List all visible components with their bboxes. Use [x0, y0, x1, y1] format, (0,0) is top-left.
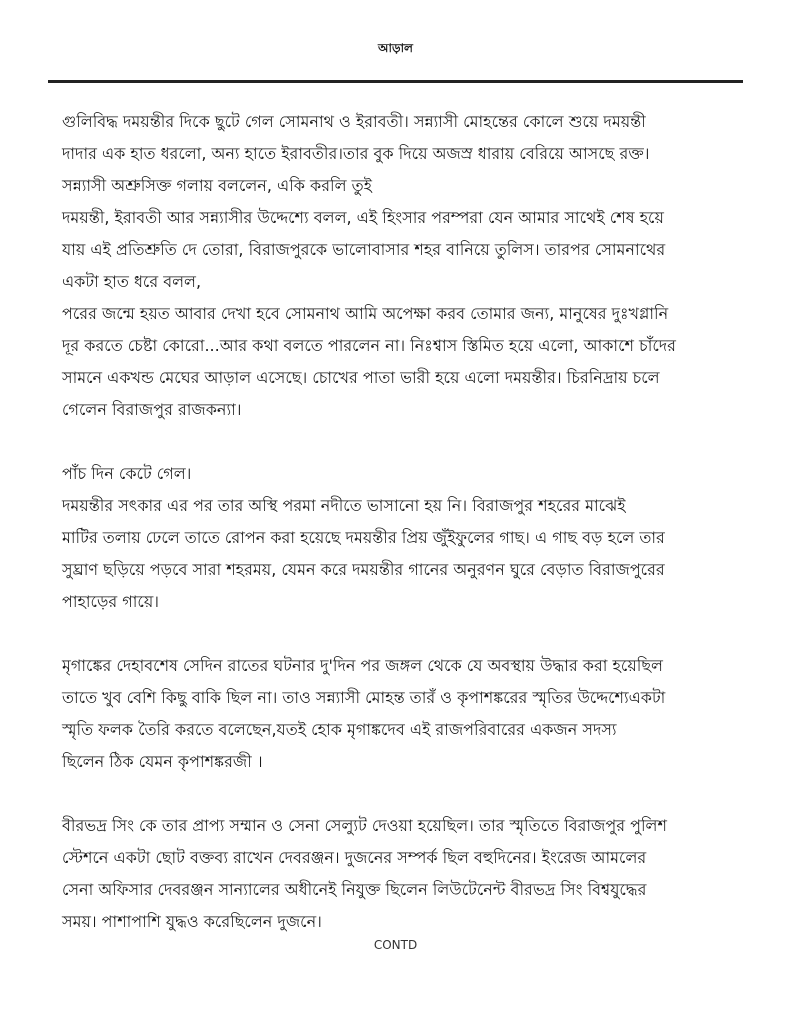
text-line: একটা হাত ধরে বলল,: [62, 272, 202, 291]
text-line: পরের জন্মে হয়ত আবার দেখা হবে সোমনাথ আমি অপেক্ষা করব তোমার জন্য, মানুষের দুঃখগ্লানি: [62, 304, 669, 323]
text-line: স্টেশনে একটা ছোট বক্তব্য রাখেন দেবরঞ্জন। দুজনের সম্পর্ক ছিল বহুদিনের। ইংরেজ আমলের: [62, 848, 647, 867]
text-line: সেনা অফিসার দেবরঞ্জন সান্যালের অধীনেই নিযুক্ত ছিলেন লিউটেনেন্ট বীরভদ্র সিং বিশ্বযুদ্ধের: [62, 880, 647, 899]
text-line: মাটির তলায় ঢেলে তাতে রোপন করা হয়েছে দময়ন্তীর প্রিয় জুঁইফুলের গাছ। এ গাছ বড় হলে তার: [62, 528, 665, 547]
text-line: সুঘ্রাণ ছড়িয়ে পড়বে সারা শহরময়, যেমন করে দময়ন্তীর গানের অনুরণন ঘুরে বেড়াত বিরাজপুরের: [62, 560, 665, 579]
text-line: মৃগাঙ্কের দেহাবশেষ সেদিন রাতের ঘটনার দু'দিন পর জঙ্গল থেকে যে অবস্থায় উদ্ধার করা হয়েছিল: [62, 656, 663, 675]
text-line: ছিলেন ঠিক যেমন কৃপাশঙ্করজী ।: [62, 752, 263, 771]
document-body: [62, 106, 762, 970]
text-line: তাতে খুব বেশি কিছু বাকি ছিল না। তাও সন্ন্যাসী মোহন্ত তারঁ ও কৃপাশঙ্করের স্মৃতির উদ্দেশ্যেএকটা: [62, 688, 666, 707]
text-line: পাঁচ দিন কেটে গেল।: [62, 464, 192, 483]
paragraph: [62, 810, 762, 938]
text-line: স্মৃতি ফলক তৈরি করতে বলেছেন,যতই হোক মৃগাঙ্কদেব এই রাজপরিবারের একজন সদস্য: [62, 720, 617, 739]
text-line: দাদার এক হাত ধরলো, অন্য হাতে ইরাবতীর।তার বুক দিয়ে অজস্র ধারায় বেরিয়ে আসছে রক্ত।: [62, 144, 650, 163]
text-line: সন্ন্যাসী অশ্রুসিক্ত গলায় বললেন, একি করলি তুই: [62, 176, 372, 195]
paragraph: [62, 650, 762, 778]
text-line: পাহাড়ের গায়ে।: [62, 592, 159, 611]
text-line: দময়ন্তীর সৎকার এর পর তার অস্থি পরমা নদীতে ভাসানো হয় নি। বিরাজপুর শহরের মাঝেই: [62, 496, 626, 515]
text-line: গেলেন বিরাজপুর রাজকন্যা।: [62, 400, 242, 419]
page-header-title: আড়াল: [378, 41, 413, 55]
text-line: সামনে একখন্ড মেঘের আড়াল এসেছে। চোখের পাতা ভারী হয়ে এলো দময়ন্তীর। চিরনিদ্রায় চলে: [62, 368, 660, 387]
text-line: যায় এই প্রতিশ্রুতি দে তোরা, বিরাজপুরকে ভালোবাসার শহর বানিয়ে তুলিস। তারপর সোমনাথের: [62, 240, 666, 259]
text-line: বীরভদ্র সিং কে তার প্রাপ্য সম্মান ও সেনা সেল্যুট দেওয়া হয়েছিল। তার স্মৃতিতে বিরাজপুর পুলিশ: [62, 816, 667, 835]
paragraph: [62, 106, 762, 426]
text-line: সময়। পাশাপাশি যুদ্ধও করেছিলেন দুজনে।: [62, 912, 322, 931]
text-line: দূর করতে চেষ্টা কোরো...আর কথা বলতে পারলেন না। নিঃশ্বাস স্তিমিত হয়ে এলো, আকাশে চাঁদের: [62, 336, 676, 355]
paragraph: [62, 458, 762, 618]
header-divider: [48, 80, 743, 83]
continued-label: CONTD: [373, 938, 418, 952]
text-line: দময়ন্তী, ইরাবতী আর সন্ন্যাসীর উদ্দেশ্যে বলল, এই হিংসার পরম্পরা যেন আমার সাথেই শেষ হয়ে: [62, 208, 664, 227]
text-line: গুলিবিদ্ধ দময়ন্তীর দিকে ছুটে গেল সোমনাথ ও ইরাবতী। সন্ন্যাসী মোহন্তের কোলে শুয়ে দময়ন্তী: [62, 112, 646, 131]
